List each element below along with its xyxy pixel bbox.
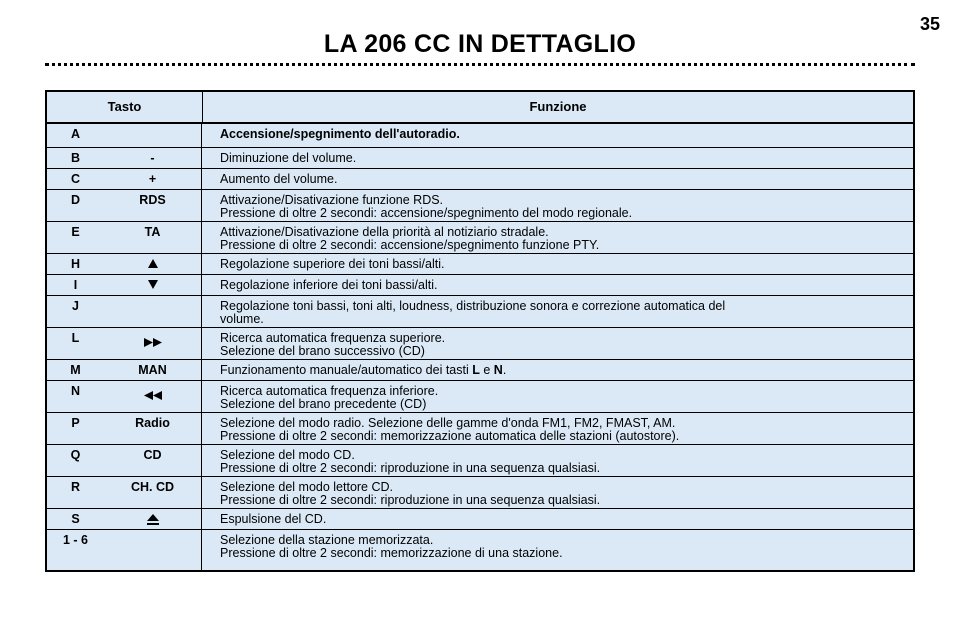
table-row — [47, 124, 913, 148]
row-function: Selezione del modo lettore CD. Pressione di oltre 2 secondi: riproduzione in una sequenza qualsiasi. — [220, 480, 601, 507]
table-row — [47, 445, 913, 477]
table-row — [47, 296, 913, 328]
row-symbol — [104, 124, 202, 147]
row-symbol: Radio — [104, 413, 202, 444]
table-row — [47, 530, 913, 570]
row-key: L — [71, 331, 80, 345]
table-row — [47, 148, 913, 169]
row-function: Ricerca automatica frequenza superiore. Selezione del brano successivo (CD) — [220, 331, 446, 358]
row-function: Selezione della stazione memorizzata. Pressione di oltre 2 secondi: memorizzazione di una stazione. — [220, 533, 563, 560]
row-symbol: - — [104, 148, 202, 168]
row-key: D — [70, 193, 81, 207]
table-row — [47, 190, 913, 222]
row-symbol — [104, 328, 202, 359]
row-function: Regolazione superiore dei toni bassi/alti. — [220, 257, 445, 271]
table-row — [47, 254, 913, 275]
row-key: A — [70, 127, 81, 141]
page-number: 35 — [919, 14, 940, 34]
row-function: Attivazione/Disativazione funzione RDS. Pressione di oltre 2 secondi: accensione/spegnimento del modo regionale. — [220, 193, 633, 220]
row-symbol — [104, 275, 202, 295]
row-symbol: CD — [104, 445, 202, 476]
rewind-icon — [143, 390, 163, 401]
table-row — [47, 169, 913, 190]
row-symbol: TA — [104, 222, 202, 253]
row-symbol — [104, 254, 202, 274]
row-key: B — [70, 151, 81, 165]
table-row — [47, 360, 913, 381]
row-key: J — [72, 299, 79, 313]
row-key: M — [70, 363, 81, 377]
row-function: Funzionamento manuale/automatico dei tasti L e N. — [220, 363, 507, 377]
table-row — [47, 381, 913, 413]
table-header — [47, 92, 913, 124]
row-key: E — [71, 225, 80, 239]
row-key: 1 - 6 — [62, 533, 88, 547]
triangle-up-icon — [147, 258, 159, 269]
row-function: Diminuzione del volume. — [220, 151, 357, 165]
function-table — [45, 90, 915, 572]
table-row — [47, 477, 913, 509]
row-key: N — [70, 384, 81, 398]
row-function: Ricerca automatica frequenza inferiore. Selezione del brano precedente (CD) — [220, 384, 439, 411]
header-tasto: Tasto — [47, 92, 203, 122]
row-key: H — [70, 257, 81, 271]
row-key: I — [73, 278, 78, 292]
header-funzione: Funzione — [529, 99, 587, 114]
row-key: S — [71, 512, 80, 526]
row-symbol — [104, 296, 202, 327]
row-function: Accensione/spegnimento dell'autoradio. — [220, 127, 460, 141]
row-key: C — [70, 172, 81, 186]
row-function: Regolazione toni bassi, toni alti, loudness, distribuzione sonora e correzione automatica del volume. — [220, 299, 726, 326]
row-symbol — [104, 530, 202, 570]
triangle-down-icon — [147, 279, 159, 290]
row-symbol: + — [104, 169, 202, 189]
table-row — [47, 413, 913, 445]
row-symbol: MAN — [104, 360, 202, 380]
eject-icon — [146, 513, 160, 526]
row-function: Selezione del modo CD. Pressione di oltre 2 secondi: riproduzione in una sequenza qualsiasi. — [220, 448, 601, 475]
table-row — [47, 222, 913, 254]
row-function: Espulsione del CD. — [220, 512, 327, 526]
row-key: Q — [70, 448, 81, 462]
row-symbol: CH. CD — [104, 477, 202, 508]
row-key: P — [71, 416, 80, 430]
fast-forward-icon — [143, 337, 163, 348]
row-function: Aumento del volume. — [220, 172, 338, 186]
row-key: R — [70, 480, 81, 494]
row-symbol: RDS — [104, 190, 202, 221]
dotted-rule — [45, 63, 915, 66]
table-row — [47, 328, 913, 360]
row-function: Regolazione inferiore dei toni bassi/alti. — [220, 278, 438, 292]
row-symbol — [104, 381, 202, 412]
row-function: Attivazione/Disativazione della priorità al notiziario stradale. Pressione di oltre 2 secondi: accensione/spegnimento funzione PTY. — [220, 225, 600, 252]
table-row — [47, 275, 913, 296]
row-symbol — [104, 509, 202, 529]
page-title: LA 206 CC IN DETTAGLIO — [323, 30, 637, 58]
table-row — [47, 509, 913, 530]
row-function: Selezione del modo radio. Selezione delle gamme d'onda FM1, FM2, FMAST, AM. Pressione di oltre 2 secondi: memorizzazione automatica delle stazioni (autostore). — [220, 416, 680, 443]
